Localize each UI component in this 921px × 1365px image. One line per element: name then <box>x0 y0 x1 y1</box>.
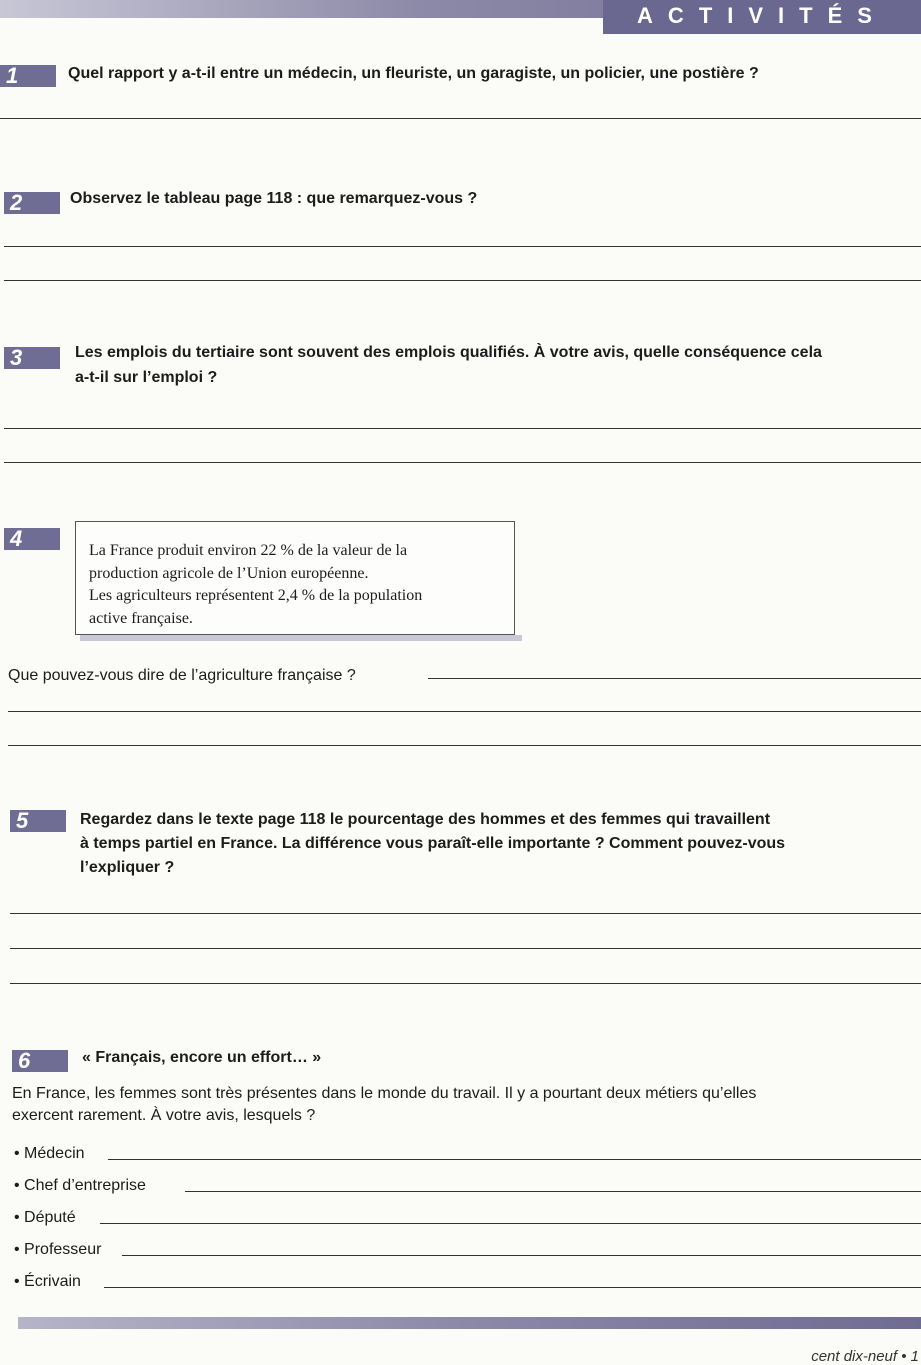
answer-line[interactable] <box>4 462 921 463</box>
answer-line[interactable] <box>10 948 921 949</box>
question-2-text: Observez le tableau page 118 : que remarquez-vous ? <box>70 190 478 207</box>
answer-line[interactable] <box>4 246 921 247</box>
info-box-line: production agricole de l’Union européenne. <box>89 564 369 582</box>
answer-line[interactable] <box>0 118 921 119</box>
answer-line[interactable] <box>428 678 921 679</box>
section-title: ACTIVITÉS <box>603 0 921 34</box>
info-box <box>75 521 515 635</box>
question-3-line-2: a-t-il sur l’emploi ? <box>75 369 218 386</box>
answer-line[interactable] <box>4 280 921 281</box>
info-box-line: La France produit environ 22 % de la valeur de la <box>89 542 408 559</box>
list-item-depute: • Député <box>14 1209 76 1226</box>
question-4-text: Que pouvez-vous dire de l’agriculture française ? <box>8 667 356 684</box>
answer-line[interactable] <box>4 428 921 429</box>
question-number-2: 2 <box>4 192 60 214</box>
answer-line[interactable] <box>8 711 921 712</box>
question-1-text: Quel rapport y a-t-il entre un médecin, un fleuriste, un garagiste, un policier, une postière ? <box>68 65 759 82</box>
question-3-line-1: Les emplois du tertiaire sont souvent des emplois qualifiés. À votre avis, quelle conséquence cela <box>75 344 822 361</box>
answer-line[interactable] <box>100 1223 921 1224</box>
question-5-line-1: Regardez dans le texte page 118 le pourcentage des hommes et des femmes qui travaillent <box>80 811 771 828</box>
answer-line[interactable] <box>122 1255 921 1256</box>
box-shadow <box>80 635 522 641</box>
question-number-1: 1 <box>0 65 56 87</box>
question-6-line-1: En France, les femmes sont très présentes dans le monde du travail. Il y a pourtant deux métiers qu’elles <box>12 1085 757 1102</box>
question-number-3: 3 <box>4 347 60 369</box>
answer-line[interactable] <box>185 1191 921 1192</box>
list-item-ecrivain: • Écrivain <box>14 1273 81 1290</box>
info-box-line: active française. <box>89 609 193 627</box>
answer-line[interactable] <box>10 983 921 984</box>
question-number-4: 4 <box>4 528 60 550</box>
list-item-chef-entreprise: • Chef d’entreprise <box>14 1177 146 1194</box>
question-6-line-2: exercent rarement. À votre avis, lesquels ? <box>12 1107 316 1124</box>
question-5-line-2: à temps partiel en France. La différence vous paraît-elle importante ? Comment pouvez-vous <box>80 835 786 852</box>
answer-line[interactable] <box>108 1159 921 1160</box>
question-number-6: 6 <box>12 1050 68 1072</box>
question-6-title: « Français, encore un effort… » <box>82 1049 322 1066</box>
bottom-band <box>18 1317 921 1329</box>
page-number: cent dix-neuf • 1 <box>811 1348 919 1365</box>
answer-line[interactable] <box>10 913 921 914</box>
question-5-line-3: l’expliquer ? <box>80 859 175 876</box>
list-item-professeur: • Professeur <box>14 1241 102 1258</box>
question-number-5: 5 <box>10 810 66 832</box>
info-box-line: Les agriculteurs représentent 2,4 % de la population <box>89 587 423 604</box>
list-item-medecin: • Médecin <box>14 1145 85 1162</box>
answer-line[interactable] <box>8 745 921 746</box>
answer-line[interactable] <box>104 1287 921 1288</box>
